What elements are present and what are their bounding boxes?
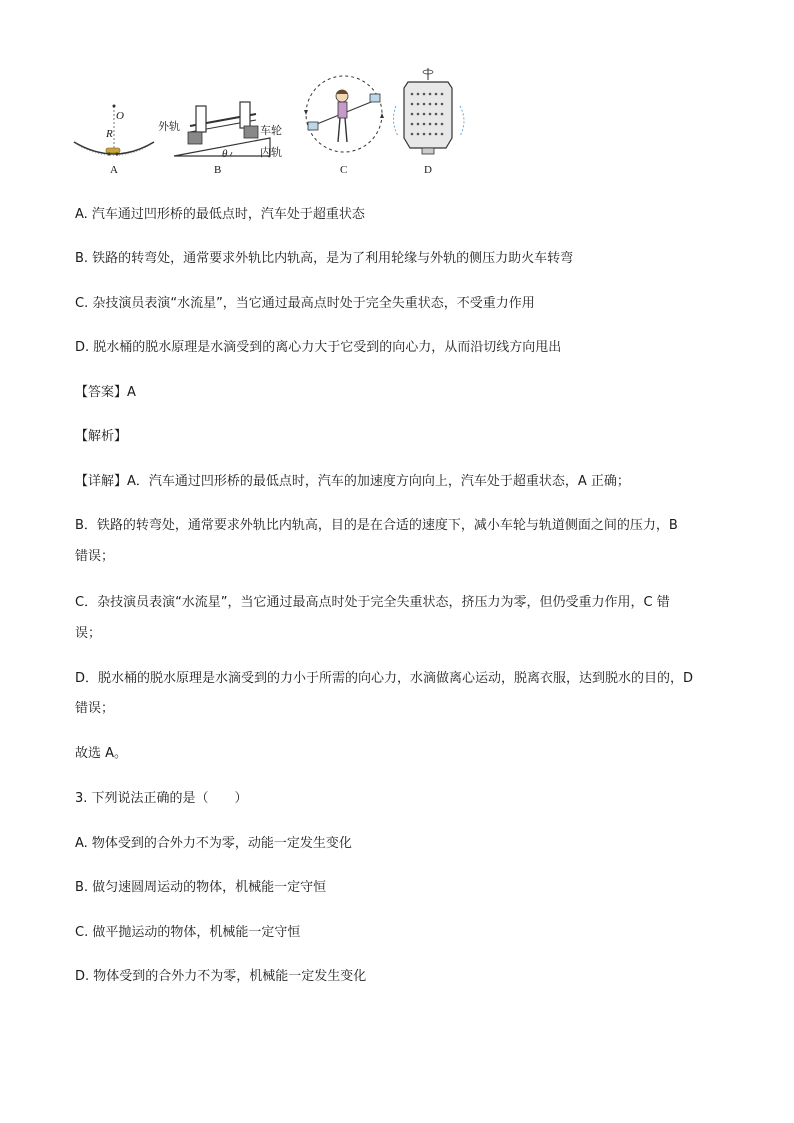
theta-label: θ (222, 148, 228, 160)
point-o-label: O (116, 110, 124, 122)
conclusion: 故选 A。 (75, 746, 128, 761)
q2-option-c: C. 杂技演员表演“水流星”，当它通过最高点时处于完全失重状态，不受重力作用 (75, 296, 535, 311)
q2-option-a: A. 汽车通过凹形桥的最低点时，汽车处于超重状态 (75, 207, 365, 222)
detail-b-line-2: 错误； (75, 549, 115, 564)
figure-b-label: B (214, 164, 222, 176)
detail-c-line-2: 误； (75, 626, 102, 641)
figures-row (70, 66, 490, 184)
answer: 【答案】A (75, 385, 136, 400)
q3-stem: 3. 下列说法正确的是（ ） (75, 791, 248, 806)
figure-a (70, 66, 160, 176)
car-icon (106, 148, 120, 153)
q2-option-b: B. 铁路的转弯处，通常要求外轨比内轨高，是为了利用轮缘与外轨的侧压力助火车转弯 (75, 251, 574, 266)
q2-option-d: D. 脱水桶的脱水原理是水滴受到的离心力大于它受到的向心力，从而沿切线方向甩出 (75, 340, 562, 355)
detail-d-line-1: D．脱水桶的脱水原理是水滴受到的力小于所需的向心力，水滴做离心运动，脱离衣服，达到脱水的目的，D (75, 671, 694, 686)
figure-c-label: C (340, 164, 348, 176)
inner-rail-label: 内轨 (260, 147, 282, 159)
concave-bridge-diagram (70, 66, 160, 166)
figure-d (390, 66, 470, 176)
wheel-label: 车轮 (260, 125, 282, 137)
radius-r-label: R (106, 128, 113, 140)
water-meteor-diagram (300, 66, 390, 166)
q3-option-d: D. 物体受到的合外力不为零，机械能一定发生变化 (75, 969, 367, 984)
figure-b (158, 66, 290, 176)
detail-a: 【详解】A．汽车通过凹形桥的最低点时，汽车的加速度方向向上，汽车处于超重状态，A 正确； (75, 474, 630, 489)
figure-c (300, 66, 390, 176)
figure-d-label: D (424, 164, 432, 176)
q3-option-b: B. 做匀速圆周运动的物体，机械能一定守恒 (75, 880, 327, 895)
detail-b-line-1: B．铁路的转弯处，通常要求外轨比内轨高，目的是在合适的速度下，减小车轮与轨道侧面之间的压力，B (75, 518, 678, 533)
detail-d-line-2: 错误； (75, 701, 115, 716)
detail-c-line-1: C．杂技演员表演“水流星”，当它通过最高点时处于完全失重状态，挤压力为零，但仍受重力作用，C 错 (75, 595, 670, 610)
q3-option-c: C. 做平抛运动的物体，机械能一定守恒 (75, 925, 301, 940)
spin-dryer-diagram (390, 66, 470, 166)
analysis-heading: 【解析】 (75, 429, 128, 444)
outer-rail-label: 外轨 (158, 121, 180, 133)
figure-a-label: A (110, 164, 118, 176)
q3-option-a: A. 物体受到的合外力不为零，动能一定发生变化 (75, 836, 352, 851)
